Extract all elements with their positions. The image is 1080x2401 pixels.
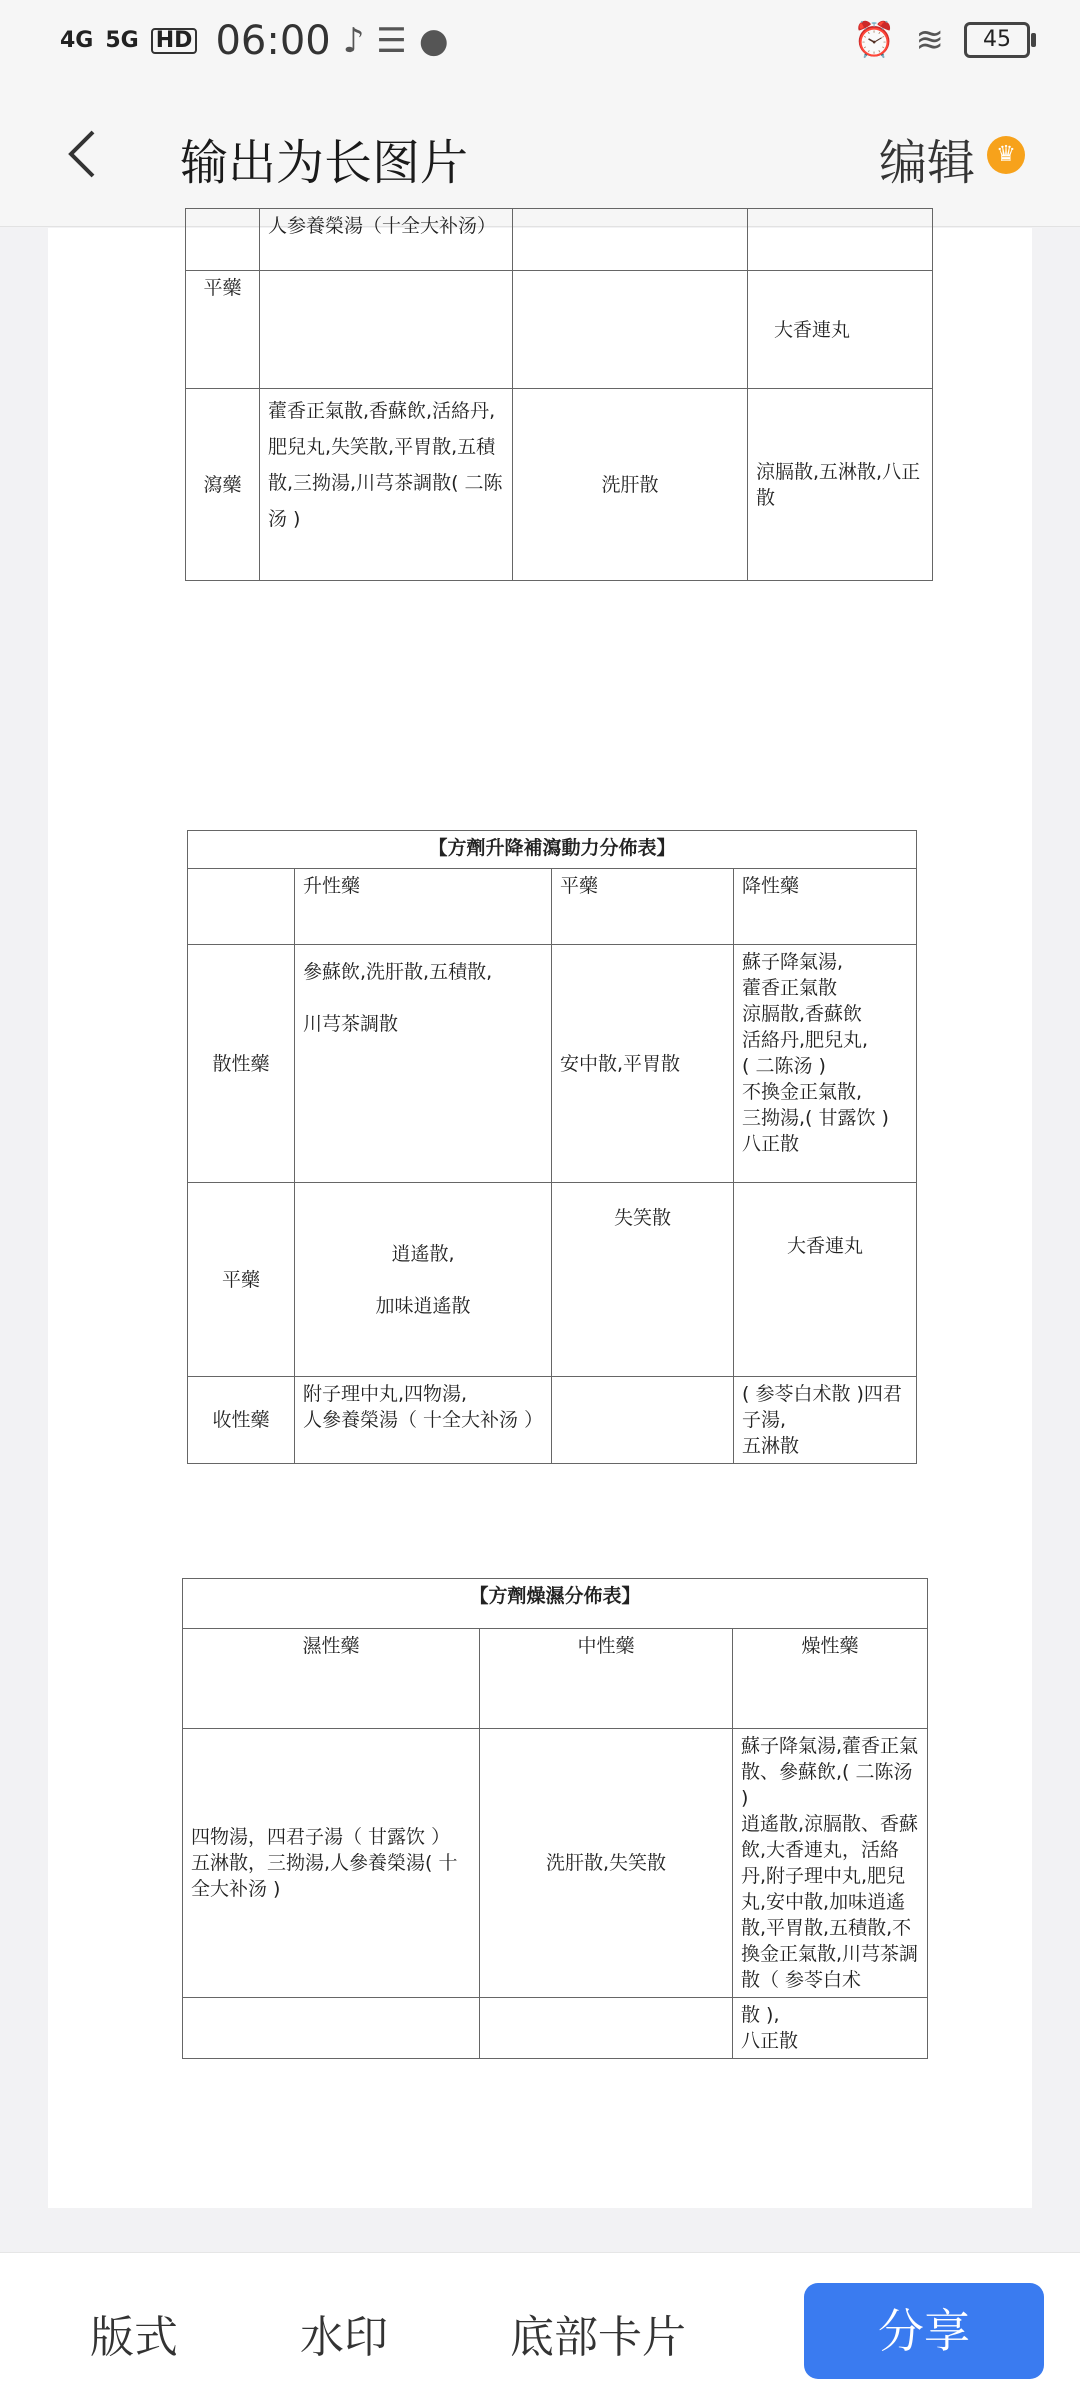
row-label: 散性藥	[188, 945, 295, 1183]
table-cell: 大香連丸	[748, 271, 933, 389]
bottom-card-tab[interactable]: 底部卡片	[510, 2312, 686, 2363]
table-dryness	[182, 1578, 928, 2059]
column-header: 濕性藥	[183, 1629, 480, 1729]
table-cell: ( 参苓白术散 )四君子湯, 五淋散	[734, 1377, 917, 1464]
table-cell: 蘇子降氣湯,藿香正氣散、參蘇飲,( 二陈汤 ) 逍遙散,涼膈散、香蘇飲,大香連丸，活絡丹,附子理中丸,肥兒丸,安中散,加味逍遙散,平胃散,五積散,不換金正氣散,川芎茶調散（ 参苓白术	[733, 1729, 928, 1998]
vip-crown-icon: ♛	[987, 136, 1025, 174]
table-cell: 安中散,平胃散	[552, 945, 734, 1183]
table-cell: 四物湯，四君子湯（ 甘露饮 ） 五淋散，三拗湯,人參養榮湯( 十全大补汤 )	[183, 1729, 480, 1998]
app-bar	[0, 84, 1080, 227]
table-cell: 附子理中丸,四物湯, 人參養榮湯（ 十全大补汤 ）	[295, 1377, 552, 1464]
table-cell: 洗肝散,失笑散	[480, 1729, 733, 1998]
back-icon[interactable]	[55, 124, 115, 184]
table-cell: 蘇子降氣湯, 藿香正氣散 涼膈散,香蘇飲 活絡丹,肥兒丸, ( 二陈汤 ) 不換金正氣散, 三拗湯,( 甘露饮 ) 八正散	[734, 945, 917, 1183]
table-row	[186, 389, 933, 581]
tiktok-icon: ♪	[342, 21, 365, 61]
column-header: 中性藥	[480, 1629, 733, 1729]
wifi-icon: ≋	[915, 20, 944, 60]
table-cell: 洗肝散	[513, 389, 748, 581]
bottom-toolbar	[0, 2252, 1080, 2401]
table-title: 【方劑燥濕分佈表】	[183, 1579, 928, 1629]
column-header: 燥性藥	[733, 1629, 928, 1729]
column-header: 升性藥	[295, 869, 552, 945]
table-row	[186, 271, 933, 389]
battery-icon: 45	[964, 22, 1030, 58]
table-row	[186, 209, 933, 271]
table-header-row	[188, 869, 917, 945]
table-cell: 參蘇飲,洗肝散,五積散, 川芎茶調散	[295, 945, 552, 1183]
table-cell: 逍遙散, 加味逍遙散	[295, 1183, 552, 1377]
network-5g-icon: 5G	[105, 28, 139, 53]
table-cell: 大香連丸	[734, 1183, 917, 1377]
row-label: 平藥	[186, 271, 260, 389]
table-header-row	[183, 1629, 928, 1729]
table-row	[188, 1377, 917, 1464]
network-4g-icon: 4G	[60, 28, 94, 53]
row-label: 瀉藥	[186, 389, 260, 581]
row-label: 平藥	[188, 1183, 295, 1377]
document-preview[interactable]	[48, 215, 1032, 2208]
column-header: 降性藥	[734, 869, 917, 945]
page-title: 输出为长图片	[180, 135, 469, 191]
table-partial	[185, 208, 933, 581]
table-row	[188, 945, 917, 1183]
table-cell: 涼膈散,五淋散,八正散	[748, 389, 933, 581]
table-row	[188, 1183, 917, 1377]
chat-icon: ●	[418, 21, 449, 61]
edit-button[interactable]: 编辑	[878, 135, 975, 191]
layout-tab[interactable]: 版式	[90, 2312, 178, 2363]
table-row	[183, 1998, 928, 2059]
table-cell: 人参養榮湯（十全大补汤）	[260, 209, 513, 271]
table-cell: 散 ), 八正散	[733, 1998, 928, 2059]
table-row	[183, 1729, 928, 1998]
table-title: 【方劑升降補瀉動力分佈表】	[188, 831, 917, 869]
status-bar	[0, 0, 1080, 84]
share-button[interactable]: 分享	[804, 2283, 1044, 2379]
row-label: 收性藥	[188, 1377, 295, 1464]
column-header: 平藥	[552, 869, 734, 945]
table-cell: 失笑散	[552, 1183, 734, 1377]
table-dynamics	[187, 830, 917, 1464]
hd-badge: HD	[151, 28, 198, 54]
table-cell: 藿香正氣散,香蘇飲,活絡丹,肥兒丸,失笑散,平胃散,五積散,三拗湯,川芎茶調散( 二陈汤 )	[260, 389, 513, 581]
clock: 06:00	[215, 18, 331, 64]
alarm-icon: ⏰	[853, 20, 896, 60]
database-icon: ☰	[376, 21, 407, 61]
watermark-tab[interactable]: 水印	[300, 2312, 388, 2363]
